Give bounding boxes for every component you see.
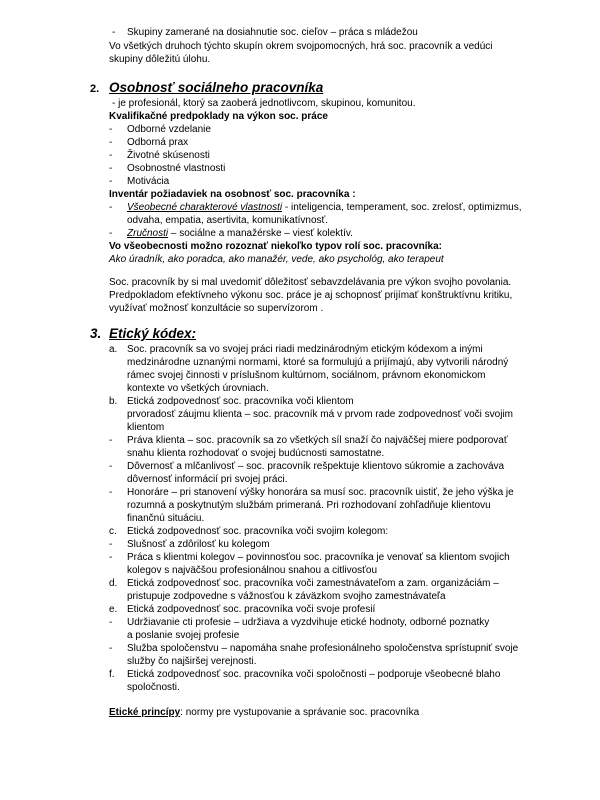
text-line: Vo všetkých druhoch týchto skupín okrem svojpomocných, hrá soc. pracovník a vedúci bbox=[109, 41, 493, 52]
list-dash: - bbox=[109, 539, 113, 550]
list-item-text: - inteligencia, temperament, soc. zrelosť, optimizmus, bbox=[282, 202, 522, 213]
text-line: Etická zodpovednosť soc. pracovníka voči klientom bbox=[127, 396, 354, 407]
list-dash: - bbox=[109, 552, 113, 563]
emphasis-label: Všeobecné charakterové vlastnosti bbox=[127, 202, 283, 213]
text-line: Dôvernosť a mlčanlivosť – soc. pracovník rešpektuje klientovo súkromie a zachováva bbox=[127, 461, 505, 472]
text-line: Slušnosť a zdôrilosť ku kolegom bbox=[127, 539, 270, 550]
list-item-text: – sociálne a manažérske – viesť kolektív. bbox=[168, 228, 353, 239]
list-dash: - bbox=[109, 137, 113, 148]
section-number: 3. bbox=[90, 326, 102, 341]
text-line: využívať možnosť konzultácie so supervízorom . bbox=[109, 303, 324, 314]
text-line: spoločnosti. bbox=[127, 682, 180, 693]
list-item: Odborná prax bbox=[127, 137, 189, 148]
text-line: Udržiavanie cti profesie – udržiava a vyzdvihuje etické hodnoty, odborné poznatky bbox=[127, 617, 490, 628]
list-dash: - bbox=[109, 643, 113, 654]
section-number: 2. bbox=[90, 83, 100, 95]
subheading: Vo všeobecnosti možno rozoznať niekoľko typov rolí soc. pracovníka: bbox=[109, 241, 442, 252]
text-line: Etická zodpovednosť soc. pracovníka voči zamestnávateľom a zam. organizáciám – bbox=[127, 578, 499, 589]
list-marker: f. bbox=[109, 669, 115, 680]
text-line: rámec svojej činnosti v príslušnom kultúrnom, sociálnom, právnom ekonomickom bbox=[127, 370, 486, 381]
list-marker: b. bbox=[109, 396, 118, 407]
list-item: Odborné vzdelanie bbox=[127, 124, 211, 135]
list-dash: - bbox=[109, 228, 113, 239]
subheading: Kvalifikačné predpoklady na výkon soc. práce bbox=[109, 111, 328, 122]
principles-text: : normy pre vystupovanie a správanie soc. pracovníka bbox=[180, 707, 420, 718]
text-line: Soc. pracovník sa vo svojej práci riadi medzinárodným etickým kódexom a inými bbox=[127, 344, 483, 355]
text-line: medzinárodne uznanými normami, ktoré sa formulujú a prijímajú, aby vytvorili národný bbox=[127, 357, 509, 368]
text-line: dôvernosť informácií pri svojej práci. bbox=[127, 474, 288, 485]
emphasis-label: Etické princípy bbox=[109, 707, 181, 718]
list-dash: - bbox=[109, 487, 113, 498]
list-dash: - bbox=[109, 176, 113, 187]
text-line: snahu klienta rozhodovať o svojej budúcnosti samostatne. bbox=[127, 448, 385, 459]
text-line: Práca s klientmi kolegov – povinnosťou soc. pracovníka je venovať sa klientom svojich bbox=[127, 552, 510, 563]
text-line: Honoráre – pri stanovení výšky honorára sa musí soc. pracovník uistiť, že jeho výška je bbox=[127, 487, 514, 498]
list-dash: - bbox=[112, 27, 116, 38]
list-item: Motivácia bbox=[127, 176, 170, 187]
text-line: Služba spoločenstvu – napomáha snahe profesionálneho spoločenstva sprístupniť svoje bbox=[127, 643, 519, 654]
text-line: Soc. pracovník by si mal uvedomiť dôležitosť sebavzdelávania pre výkon svojho povolania. bbox=[109, 277, 512, 288]
text-line: pristupuje zodpovedne s vážnosťou k záväzkom svojho zamestnávateľa bbox=[127, 591, 446, 602]
section-heading: Etický kódex: bbox=[109, 326, 197, 341]
list-dash: - bbox=[109, 461, 113, 472]
text-line: a poslanie svojej profesie bbox=[127, 630, 240, 641]
text-line: - je profesionál, ktorý sa zaoberá jednotlivcom, skupinou, komunitou. bbox=[112, 98, 416, 109]
list-item: Osobnostné vlastnosti bbox=[127, 163, 226, 174]
list-marker: c. bbox=[109, 526, 117, 537]
text-line: Etická zodpovednosť soc. pracovníka voči svojim kolegom: bbox=[127, 526, 389, 537]
text-line: Práva klienta – soc. pracovník sa zo všetkých síl snaží čo najväčšej miere podporovať bbox=[127, 435, 508, 446]
text-line: Etická zodpovednosť soc. pracovníka voči spoločnosti – podporuje všeobecné blaho bbox=[127, 669, 501, 680]
list-marker: e. bbox=[109, 604, 118, 615]
emphasis-label: Zručnosti bbox=[127, 228, 169, 239]
text-line: skupiny dôležitú úlohu. bbox=[109, 54, 211, 65]
list-dash: - bbox=[109, 435, 113, 446]
subheading: Inventár požiadaviek na osobnosť soc. pracovníka : bbox=[109, 189, 356, 200]
text-line: prvoradosť záujmu klienta – soc. pracovník má v prvom rade zodpovednosť voči svojim bbox=[127, 409, 514, 420]
text-line: finančnú situáciu. bbox=[127, 513, 205, 524]
text-line: Etická zodpovednosť soc. pracovníka voči svoje profesií bbox=[127, 604, 376, 615]
list-dash: - bbox=[109, 124, 113, 135]
text-line: služby čo najširšej verejnosti. bbox=[127, 656, 257, 667]
text-line: kolegov s najväčšou profesionálnou snahou a citlivosťou bbox=[127, 565, 378, 576]
section-heading: Osobnosť sociálneho pracovníka bbox=[109, 80, 324, 95]
text-line: Skupiny zamerané na dosiahnutie soc. cieľov – práca s mládežou bbox=[127, 27, 418, 38]
list-dash: - bbox=[109, 163, 113, 174]
text-line: kontexte vo všetkých úrovniach. bbox=[127, 383, 269, 394]
principles-line bbox=[109, 706, 419, 719]
list-marker: a. bbox=[109, 344, 118, 355]
list-item bbox=[127, 201, 522, 214]
text-line: odvaha, empatia, asertivita, komunikatívnosť. bbox=[127, 215, 329, 226]
list-item bbox=[127, 227, 353, 240]
list-marker: d. bbox=[109, 578, 118, 589]
text-line: Ako úradník, ako poradca, ako manažér, vede, ako psychológ, ako terapeut bbox=[109, 254, 444, 265]
list-dash: - bbox=[109, 150, 113, 161]
list-item: Životné skúsenosti bbox=[127, 150, 210, 161]
text-line: rozumná a poskytnutým službám primeraná. Pri rozhodovaní zohľadňuje klientovu bbox=[127, 500, 491, 511]
text-line: Predpokladom efektívneho výkonu soc. práce je aj schopnosť prijímať konštruktívnu kritiku, bbox=[109, 290, 513, 301]
text-line: klientom bbox=[127, 422, 165, 433]
list-dash: - bbox=[109, 617, 113, 628]
list-dash: - bbox=[109, 202, 113, 213]
